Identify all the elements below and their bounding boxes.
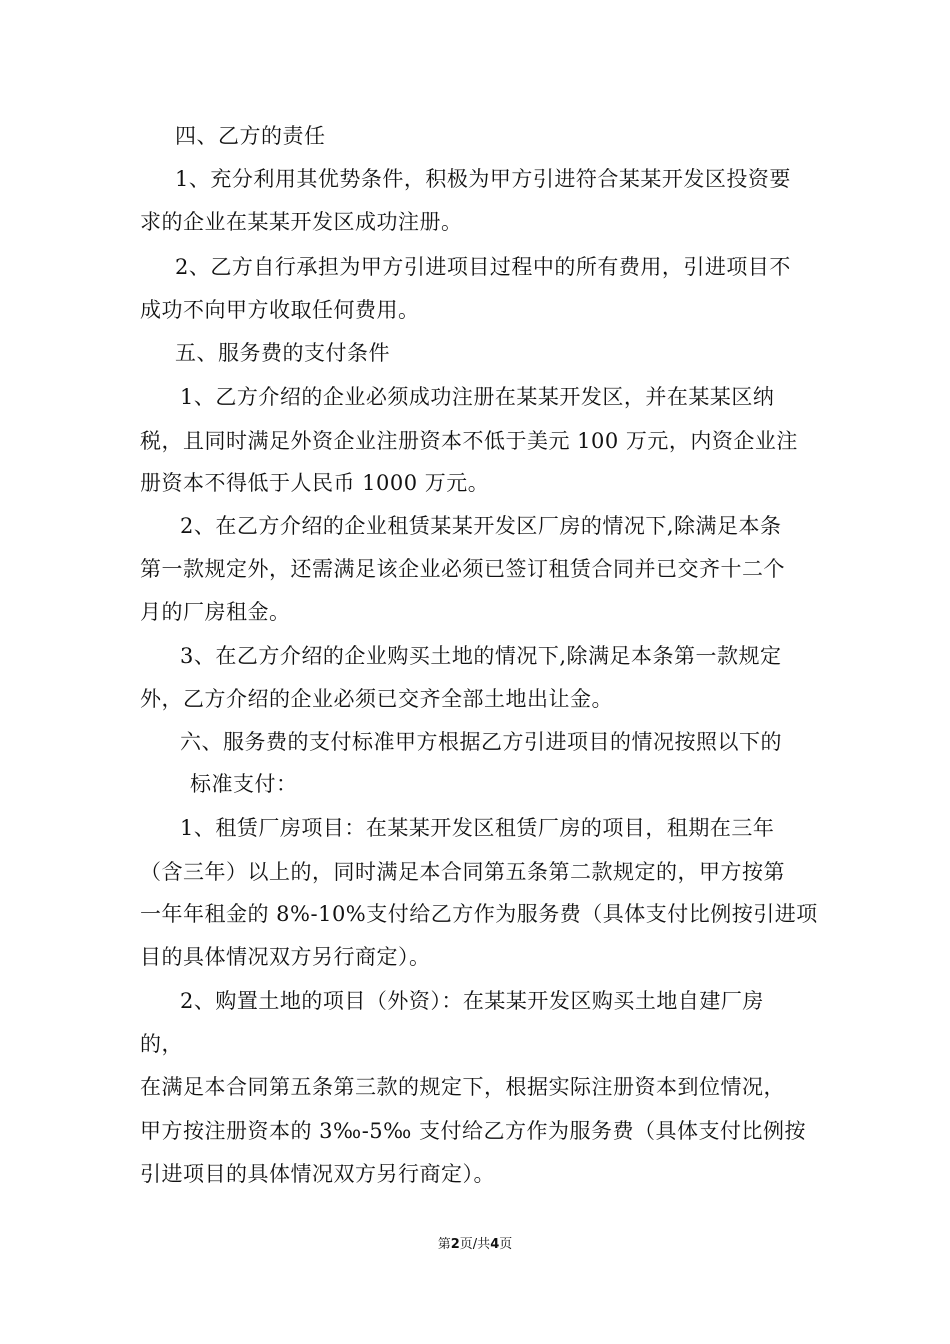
paragraph-line: 的， xyxy=(140,1032,183,1056)
paragraph-line: 册资本不得低于人民币 1000 万元。 xyxy=(140,471,490,495)
paragraph-line: 3、在乙方介绍的企业购买土地的情况下,除满足本条第一款规定 xyxy=(180,644,782,668)
section-heading: 四、乙方的责任 xyxy=(175,124,326,148)
paragraph-line: 1、租赁厂房项目：在某某开发区租赁厂房的项目，租期在三年 xyxy=(180,816,775,840)
paragraph-line: 成功不向甲方收取任何费用。 xyxy=(140,298,420,322)
footer-prefix: 第 xyxy=(437,1237,451,1252)
paragraph-line: 2、乙方自行承担为甲方引进项目过程中的所有费用，引进项目不 xyxy=(175,255,791,279)
paragraph-line: 1、乙方介绍的企业必须成功注册在某某开发区，并在某某区纳 xyxy=(180,385,775,409)
paragraph-line: 甲方按注册资本的 3‰-5‰ 支付给乙方作为服务费（具体支付比例按 xyxy=(140,1119,807,1143)
section-heading: 五、服务费的支付条件 xyxy=(175,341,390,365)
footer-suffix: 页 xyxy=(499,1237,513,1252)
paragraph-line: （含三年）以上的，同时满足本合同第五条第二款规定的，甲方按第 xyxy=(140,860,785,884)
paragraph-line: 在满足本合同第五条第三款的规定下，根据实际注册资本到位情况， xyxy=(140,1075,785,1099)
total-page-number: 4 xyxy=(490,1237,500,1252)
paragraph-line: 1、充分利用其优势条件，积极为甲方引进符合某某开发区投资要 xyxy=(175,167,791,191)
paragraph-line: 第一款规定外，还需满足该企业必须已签订租赁合同并已交齐十二个 xyxy=(140,557,785,581)
paragraph-line: 2、购置土地的项目（外资）：在某某开发区购买土地自建厂房 xyxy=(180,989,764,1013)
paragraph-line: 目的具体情况双方另行商定）。 xyxy=(140,945,431,969)
section-heading: 六、服务费的支付标准甲方根据乙方引进项目的情况按照以下的 xyxy=(180,730,782,754)
footer-middle: 页/共 xyxy=(459,1237,491,1252)
paragraph-line: 月的厂房租金。 xyxy=(140,600,291,624)
paragraph-line: 一年年租金的 8%-10%支付给乙方作为服务费（具体支付比例按引进项 xyxy=(140,902,818,926)
paragraph-line: 税，且同时满足外资企业注册资本不低于美元 100 万元，内资企业注 xyxy=(140,429,798,453)
page-number-footer xyxy=(0,1236,950,1254)
section-heading: 标准支付： xyxy=(190,772,298,796)
paragraph-line: 引进项目的具体情况双方另行商定）。 xyxy=(140,1162,495,1186)
paragraph-line: 求的企业在某某开发区成功注册。 xyxy=(140,210,463,234)
paragraph-line: 外，乙方介绍的企业必须已交齐全部土地出让金。 xyxy=(140,687,613,711)
paragraph-line: 2、在乙方介绍的企业租赁某某开发区厂房的情况下,除满足本条 xyxy=(180,514,782,538)
current-page-number: 2 xyxy=(450,1237,460,1252)
